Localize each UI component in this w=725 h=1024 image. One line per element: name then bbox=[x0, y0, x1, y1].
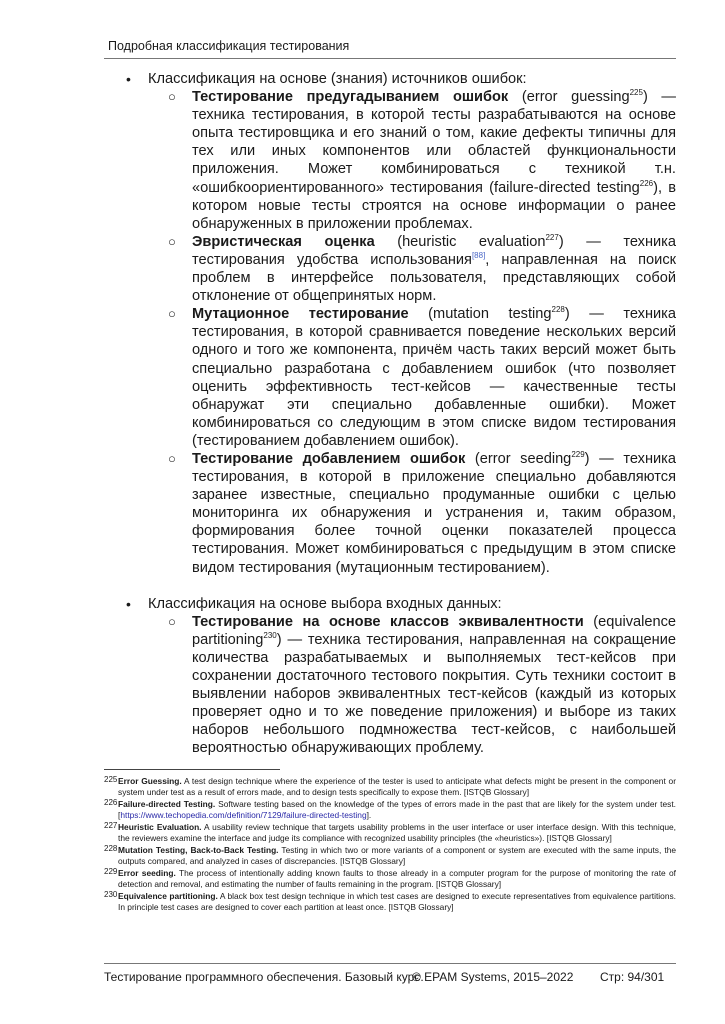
footnote-number: 226 bbox=[104, 798, 118, 807]
footnote-number: 227 bbox=[104, 821, 118, 830]
footnote-text: Testing in which two or more variants of a component or system are executed with the same inputs, the outputs compared, and analyzed in cases of discrepancies. [ISTQB Glossary] bbox=[118, 845, 677, 866]
footnote-text: A black box test design technique in which test cases are designed to execute representatives from equivalence partitions. In principle test cases are designed to cover each partition at least once. [ISTQB Glossary] bbox=[118, 891, 676, 912]
bibliography-ref-link[interactable]: [88] bbox=[471, 251, 486, 261]
term: Тестирование предугадыванием ошибок bbox=[192, 89, 509, 106]
circle-bullet-icon: ○ bbox=[168, 89, 176, 105]
section-label: Классификация на основе (знания) источников ошибок: bbox=[148, 71, 527, 87]
footnote-226 bbox=[104, 799, 676, 821]
section-bullet bbox=[108, 70, 676, 88]
term-english: (error seeding bbox=[465, 450, 572, 467]
header-divider bbox=[104, 58, 676, 59]
footnote-term: Error seeding. bbox=[118, 868, 176, 878]
definition: ), в котором новые тесты строятся на основе информации о ранее обнаруженных в приложении проблемах. bbox=[192, 179, 676, 232]
term: Тестирование добавлением ошибок bbox=[192, 450, 466, 467]
footnote-text: ]. bbox=[366, 810, 372, 820]
footer-divider bbox=[104, 963, 676, 964]
footnote-ref[interactable]: 229 bbox=[571, 450, 585, 460]
footer-copyright: © EPAM Systems, 2015–2022 bbox=[412, 970, 574, 984]
footnote-225 bbox=[104, 776, 676, 798]
footnote-term: Failure-directed Testing. bbox=[118, 799, 216, 809]
footnote-ref[interactable]: 227 bbox=[545, 232, 559, 242]
footnote-text: The process of intentionally adding known faults to those already in a computer program for the purpose of monitoring the rate of detection and removal, and estimating the number of faults remaining in the program. [ISTQB Glossary] bbox=[118, 868, 676, 889]
footnote-text: A usability review technique that targets usability problems in the user interface or user interface design. With this technique, the reviewers examine the interface and judge its compliance with recognized usability principles (the «heuristics»). [ISTQB Glossary] bbox=[118, 822, 676, 843]
list-item bbox=[108, 450, 676, 577]
section-bullet bbox=[108, 595, 676, 613]
definition: ) — техника тестирования, в которой в приложение специально добавляются заранее известные, специально продуманные ошибки с целью мониторинга их обнаружения и устранения и, таким образом, формирования более точной оценки показателей процесса тестирования. Может комбинироваться с предыдущим в этом списке видом тестирования (мутационным тестированием). bbox=[192, 450, 677, 576]
list-item bbox=[108, 305, 676, 450]
bullet-icon: • bbox=[126, 71, 131, 87]
footnote-ref[interactable]: 230 bbox=[263, 630, 277, 640]
definition: , направленная на поиск проблем в интерфейсе пользователя, представляющих собой отклонение от общепринятых норм. bbox=[192, 251, 676, 305]
spacer bbox=[108, 577, 676, 595]
list-item bbox=[108, 88, 676, 233]
footnote-ref[interactable]: 225 bbox=[629, 88, 643, 98]
footnotes bbox=[104, 776, 676, 914]
running-header: Подробная классификация тестирования bbox=[108, 39, 350, 53]
footnote-ref[interactable]: 226 bbox=[639, 178, 654, 188]
footer-book-title: Тестирование программного обеспечения. Базовый курс. bbox=[104, 970, 424, 984]
footnote-divider bbox=[104, 769, 280, 770]
bullet-icon: • bbox=[126, 595, 131, 612]
term-english: (error guessing bbox=[508, 89, 630, 106]
footnote-term: Heuristic Evaluation. bbox=[118, 822, 202, 832]
circle-bullet-icon: ○ bbox=[168, 450, 176, 466]
footnote-text: Software testing based on the knowledge of the types of errors made in the past that are likely for the system under test. [ bbox=[118, 799, 676, 820]
footnote-term: Equivalence partitioning. bbox=[118, 891, 218, 901]
circle-bullet-icon: ○ bbox=[168, 613, 176, 629]
page-body bbox=[108, 70, 676, 757]
footnote-link[interactable]: https://www.techopedia.com/definition/7129/failure-directed-testing bbox=[120, 810, 367, 820]
term: Тестирование на основе классов эквивалентности bbox=[192, 613, 584, 630]
footnote-number: 230 bbox=[104, 890, 118, 899]
section-label: Классификация на основе выбора входных данных: bbox=[148, 595, 502, 612]
circle-bullet-icon: ○ bbox=[168, 233, 176, 249]
term-english: (heuristic evaluation bbox=[374, 233, 546, 250]
footnote-228 bbox=[104, 845, 676, 867]
term-english: (mutation testing bbox=[408, 306, 552, 323]
footnote-text: A test design technique where the experience of the tester is used to anticipate what defects might be present in the component or system under test as a result of errors made, and to design tests specifically to expose them. [ISTQB Glossary] bbox=[118, 776, 676, 797]
footnote-number: 228 bbox=[104, 844, 118, 853]
footnote-230 bbox=[104, 891, 676, 913]
list-item bbox=[108, 613, 676, 758]
footnote-227 bbox=[104, 822, 676, 844]
footnote-number: 225 bbox=[104, 775, 118, 784]
circle-bullet-icon: ○ bbox=[168, 306, 176, 322]
definition: ) — техника тестирования, направленная на сокращение количества разрабатываемых и выполняемых тест-кейсов при сохранении достаточного тестового покрытия. Суть техники состоит в выявлении наборов эквивалентных тест-кейсов (каждый из которых проверяет одно и то же поведение приложения) и выборе из таких наборов небольшого подмножества тест-кейсов, с наибольшей вероятностью обнаруживающих проблему. bbox=[192, 631, 676, 757]
footnote-number: 229 bbox=[104, 867, 118, 876]
footnote-ref[interactable]: 228 bbox=[551, 305, 565, 315]
footnote-term: Mutation Testing, Back-to-Back Testing. bbox=[118, 845, 279, 855]
definition: ) — техника тестирования, в которой тесты разрабатываются на основе опыта тестировщика и его знаний о том, какие дефекты типичны для тех или иных компонентов или областей функциональности приложения. Может комбинироваться с техникой т.н. «ошибкоориентированного» тестирования (failure-directed testing bbox=[192, 89, 677, 196]
term: Эвристическая оценка bbox=[192, 233, 375, 250]
footer-page-number: Стр: 94/301 bbox=[600, 970, 665, 984]
list-item bbox=[108, 233, 676, 305]
definition: ) — техника тестирования удобства использования bbox=[192, 233, 676, 268]
definition: ) — техника тестирования, в которой сравнивается поведение нескольких версий одного и того же компонента, причём часть таких версий может быть специально разработана с добавлением ошибок (что позволяет оценить эффективность тест-кейсов — качественные тесты обнаружат эти специально добавленные ошибки). Может комбинироваться со следующим в этом списке видом тестирования (тестированием добавлением ошибок). bbox=[192, 306, 676, 449]
term-english: (equivalence partitioning bbox=[192, 613, 677, 648]
footnote-term: Error Guessing. bbox=[118, 776, 182, 786]
footnote-229 bbox=[104, 868, 676, 890]
term: Мутационное тестирование bbox=[192, 306, 409, 323]
